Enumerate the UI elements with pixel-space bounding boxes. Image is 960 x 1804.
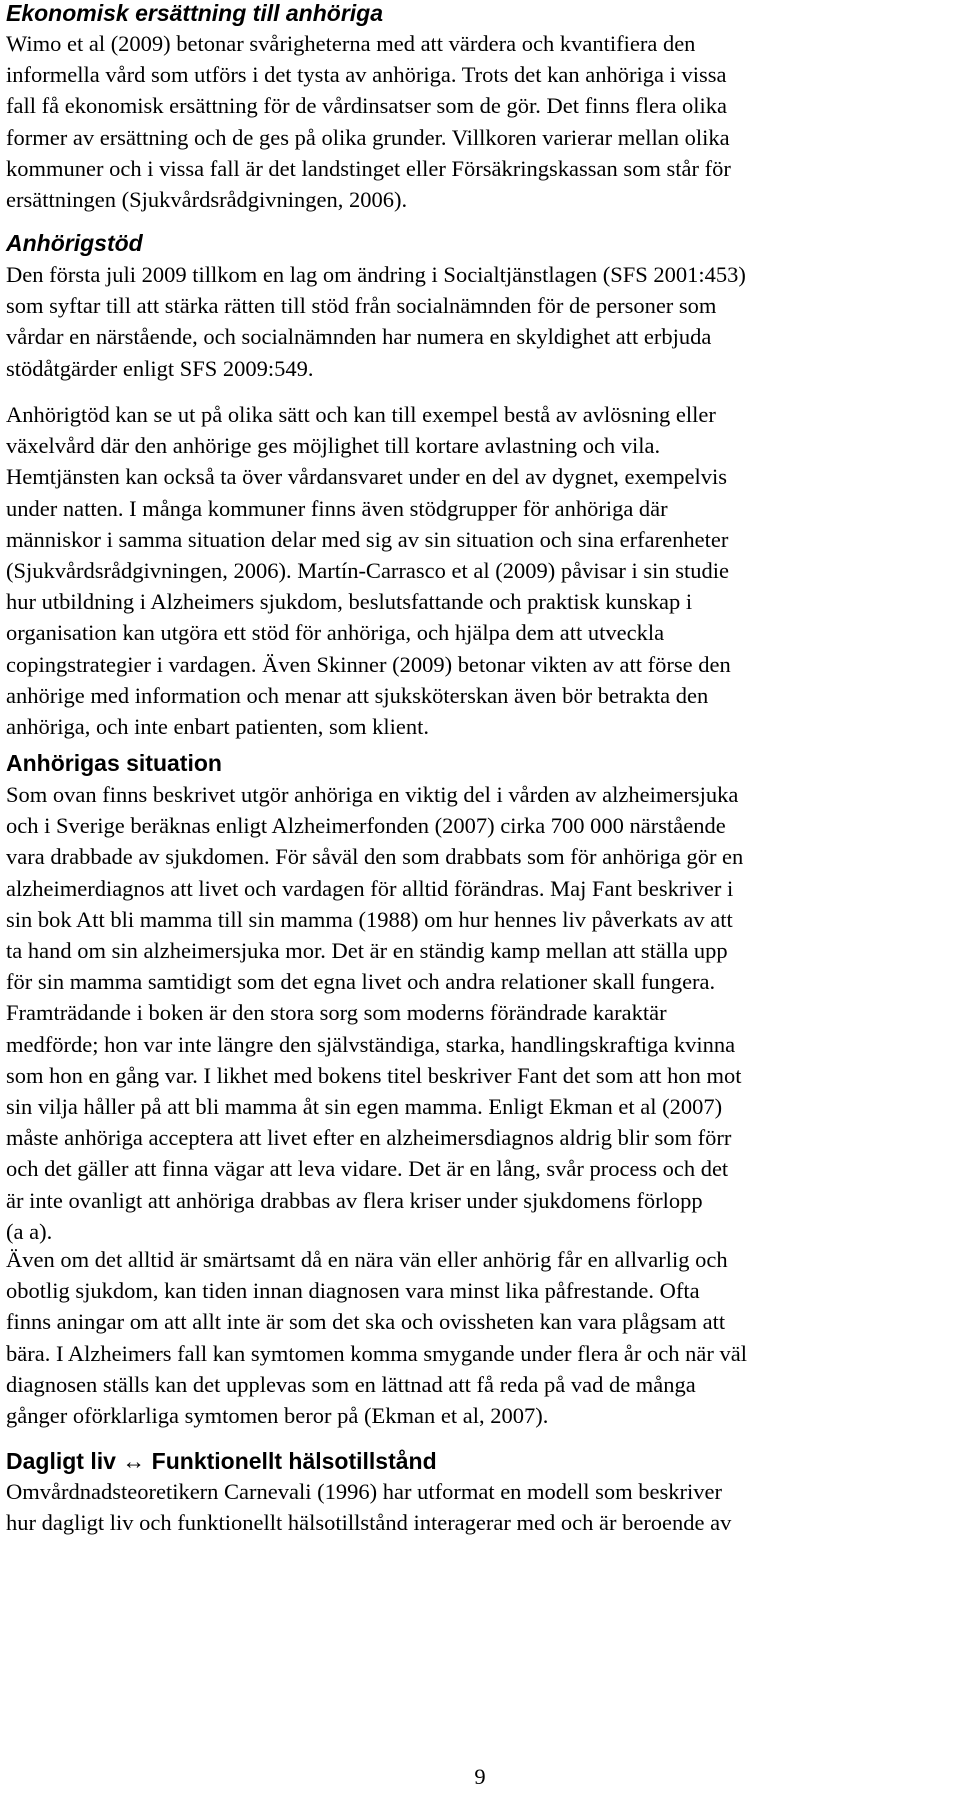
paragraph: Anhörigtöd kan se ut på olika sätt och kan till exempel bestå av avlösning eller växelvård där den anhörige ges möjlighet till kortare avlastning och vila. Hemtjänsten kan också ta över vårdansvaret under en del av dygnet, exempelvis under natten. I många kommuner finns även stödgrupper för anhöriga där människor i samma situation delar med sig av sin situation och sina erfarenheter (Sjukvårdsrådgivningen, 2006). Martín-Carrasco et al (2009) påvisar i sin studie hur utbildning i Alzheimers sjukdom, beslutsfattande och praktisk kunskap i organisation kan utgöra ett stöd för anhöriga, och hjälpa dem att utveckla copingstrategier i vardagen. Även Skinner (2009) betonar vikten av att förse den anhörige med information och menar att sjuksköterskan även bör betrakta den anhöriga, och inte enbart patienten, som klient. xyxy=(6,402,731,740)
section-heading-anhorigstod: Anhörigstöd xyxy=(6,230,143,256)
paragraph: Som ovan finns beskrivet utgör anhöriga en viktig del i vården av alzheimersjuka och i Sverige beräknas enligt Alzheimerfonden (2007) cirka 700 000 närstående vara drabbade av sjukdomen. För såväl den som drabbats som för anhöriga gör en alzheimerdiagnos att livet och vardagen för alltid förändras. Maj Fant beskriver i sin bok Att bli mamma till sin mamma (1988) om hur hennes liv påverkats av att ta hand om sin alzheimersjuka mor. Det är en ständig kamp mellan att ställa upp för sin mamma samtidigt som det egna livet och andra relationer skall fungera. Framträdande i boken är den stora sorg som moderns förändrade karaktär medförde; hon var inte längre den självständiga, starka, handlingskraftiga kvinna som hon en gång var. I likhet med bokens titel beskriver Fant det som att hon mot sin vilja håller på att bli mamma åt sin egen mamma. Enligt Ekman et al (2007) måste anhöriga acceptera att livet efter en alzheimersdiagnos aldrig blir som förr och det gäller att finna vägar att leva vidare. Det är en lång, svår process och det är inte ovanligt att anhöriga drabbas av flera kriser under sjukdomens förlopp (a a). xyxy=(6,782,744,1244)
section-heading-dagligt-liv: Dagligt liv ↔ Funktionellt hälsotillstånd xyxy=(6,1448,437,1474)
paragraph: Omvårdnadsteoretikern Carnevali (1996) har utformat en modell som beskriver hur dagligt liv och funktionellt hälsotillstånd interagerar med och är beroende av xyxy=(6,1479,732,1536)
paragraph: Wimo et al (2009) betonar svårigheterna med att värdera och kvantifiera den informella vård som utförs i det tysta av anhöriga. Trots det kan anhöriga i vissa fall få ekonomisk ersättning för de vårdinsatser som de gör. Det finns flera olika former av ersättning och de ges på olika grunder. Villkoren varierar mellan olika kommuner och i vissa fall är det landstinget eller Försäkringskassan som står för ersättningen (Sjukvårdsrådgivningen, 2006). xyxy=(6,31,731,213)
paragraph: Även om det alltid är smärtsamt då en nära vän eller anhörig får en allvarlig och obotlig sjukdom, kan tiden innan diagnosen vara minst lika påfrestande. Ofta finns aningar om att allt inte är som det ska och ovissheten kan vara plågsam att bära. I Alzheimers fall kan symtomen komma smygande under flera år och när väl diagnosen ställs kan det upplevas som en lättnad att få reda på vad de många gånger oförklarliga symtomen beror på (Ekman et al, 2007). xyxy=(6,1247,747,1429)
section-heading-ekonomisk-ersattning: Ekonomisk ersättning till anhöriga xyxy=(6,0,384,26)
paragraph: Den första juli 2009 tillkom en lag om ändring i Socialtjänstlagen (SFS 2001:453) som syftar till att stärka rätten till stöd från socialnämnden för de personer som vårdar en närstående, och socialnämnden har numera en skyldighet att erbjuda stödåtgärder enligt SFS 2009:549. xyxy=(6,262,746,381)
section-heading-anhorigas-situation: Anhörigas situation xyxy=(6,750,222,776)
page-number: 9 xyxy=(474,1764,486,1789)
